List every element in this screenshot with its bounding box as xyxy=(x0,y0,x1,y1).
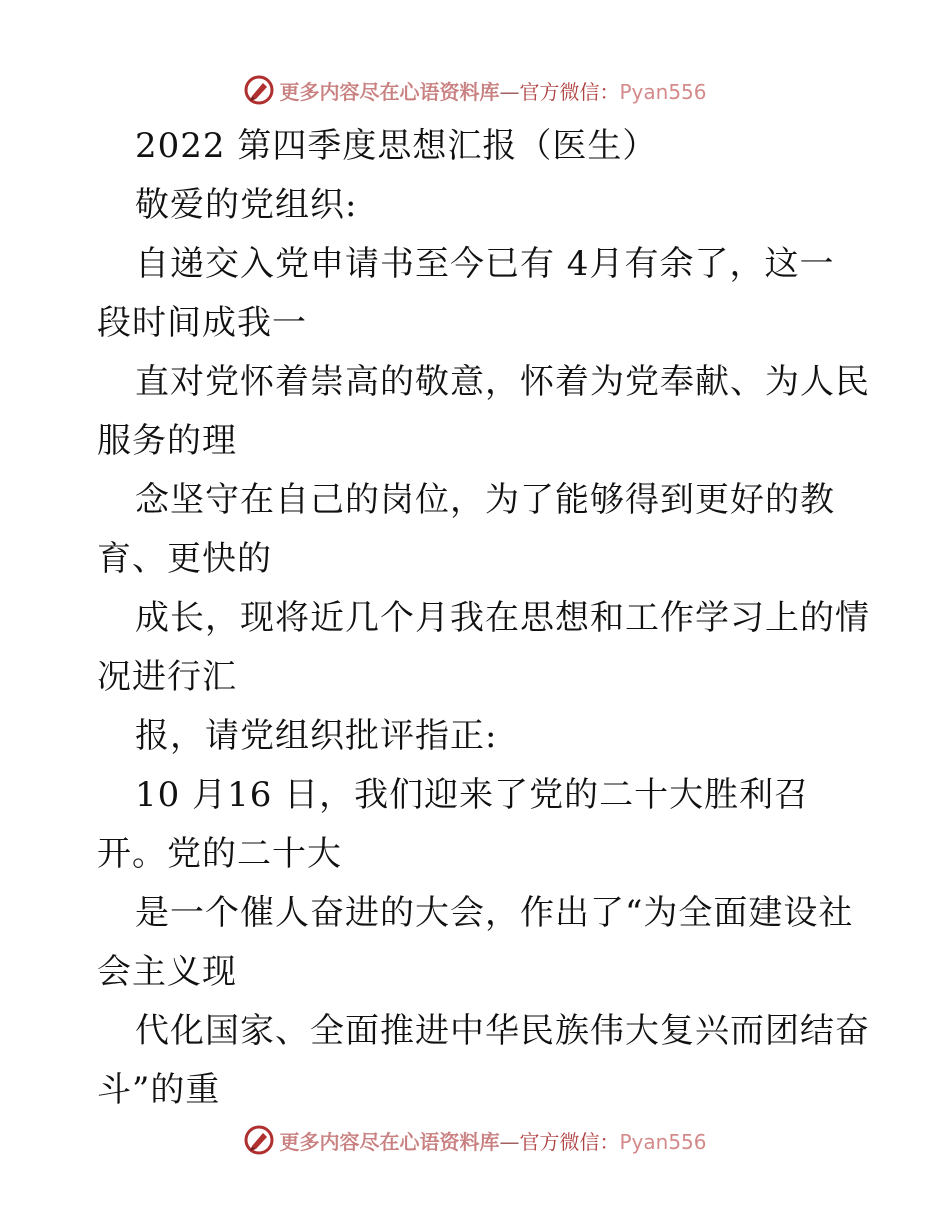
watermark-main: 更多内容尽在心语资料库 xyxy=(279,79,500,104)
watermark-sub: 官方微信： xyxy=(519,1129,620,1154)
watermark-handle: Pyan556 xyxy=(619,1129,707,1154)
text-line: 服务的理 xyxy=(97,421,237,461)
footer-watermark xyxy=(0,1120,950,1160)
watermark-text xyxy=(279,76,706,105)
header-watermark xyxy=(0,70,950,110)
text-line: 自递交入党申请书至今已有 4月有余了，这一 xyxy=(135,244,835,284)
watermark-main: 更多内容尽在心语资料库 xyxy=(279,1129,500,1154)
text-line: 是一个催人奋进的大会，作出了“为全面建设社 xyxy=(135,893,854,933)
watermark-handle: Pyan556 xyxy=(619,79,707,104)
pen-logo-icon xyxy=(243,1124,275,1156)
watermark-text xyxy=(279,1126,706,1155)
text-line: 段时间成我一 xyxy=(97,303,307,343)
text-line: 代化国家、全面推进中华民族伟大复兴而团结奋 xyxy=(135,1011,870,1051)
text-line: 直对党怀着崇高的敬意，怀着为党奉献、为人民 xyxy=(135,362,870,402)
watermark-separator: — xyxy=(499,79,520,104)
text-line: 会主义现 xyxy=(97,952,237,992)
text-line: 育、更快的 xyxy=(97,539,272,579)
text-line: 开。党的二十大 xyxy=(97,834,342,874)
watermark-sub: 官方微信： xyxy=(519,79,620,104)
pen-logo-icon xyxy=(243,74,275,106)
salutation: 敬爱的党组织: xyxy=(135,185,358,225)
text-line: 况进行汇 xyxy=(97,657,237,697)
text-line: 10 月16 日，我们迎来了党的二十大胜利召 xyxy=(135,775,810,815)
document-title: 2022 第四季度思想汇报（医生） xyxy=(135,126,658,166)
watermark-separator: — xyxy=(499,1129,520,1154)
text-line: 成长，现将近几个月我在思想和工作学习上的情 xyxy=(135,598,870,638)
text-line: 斗”的重 xyxy=(97,1070,221,1110)
text-line: 报，请党组织批评指正: xyxy=(135,716,498,756)
text-line: 念坚守在自己的岗位，为了能够得到更好的教 xyxy=(135,480,835,520)
